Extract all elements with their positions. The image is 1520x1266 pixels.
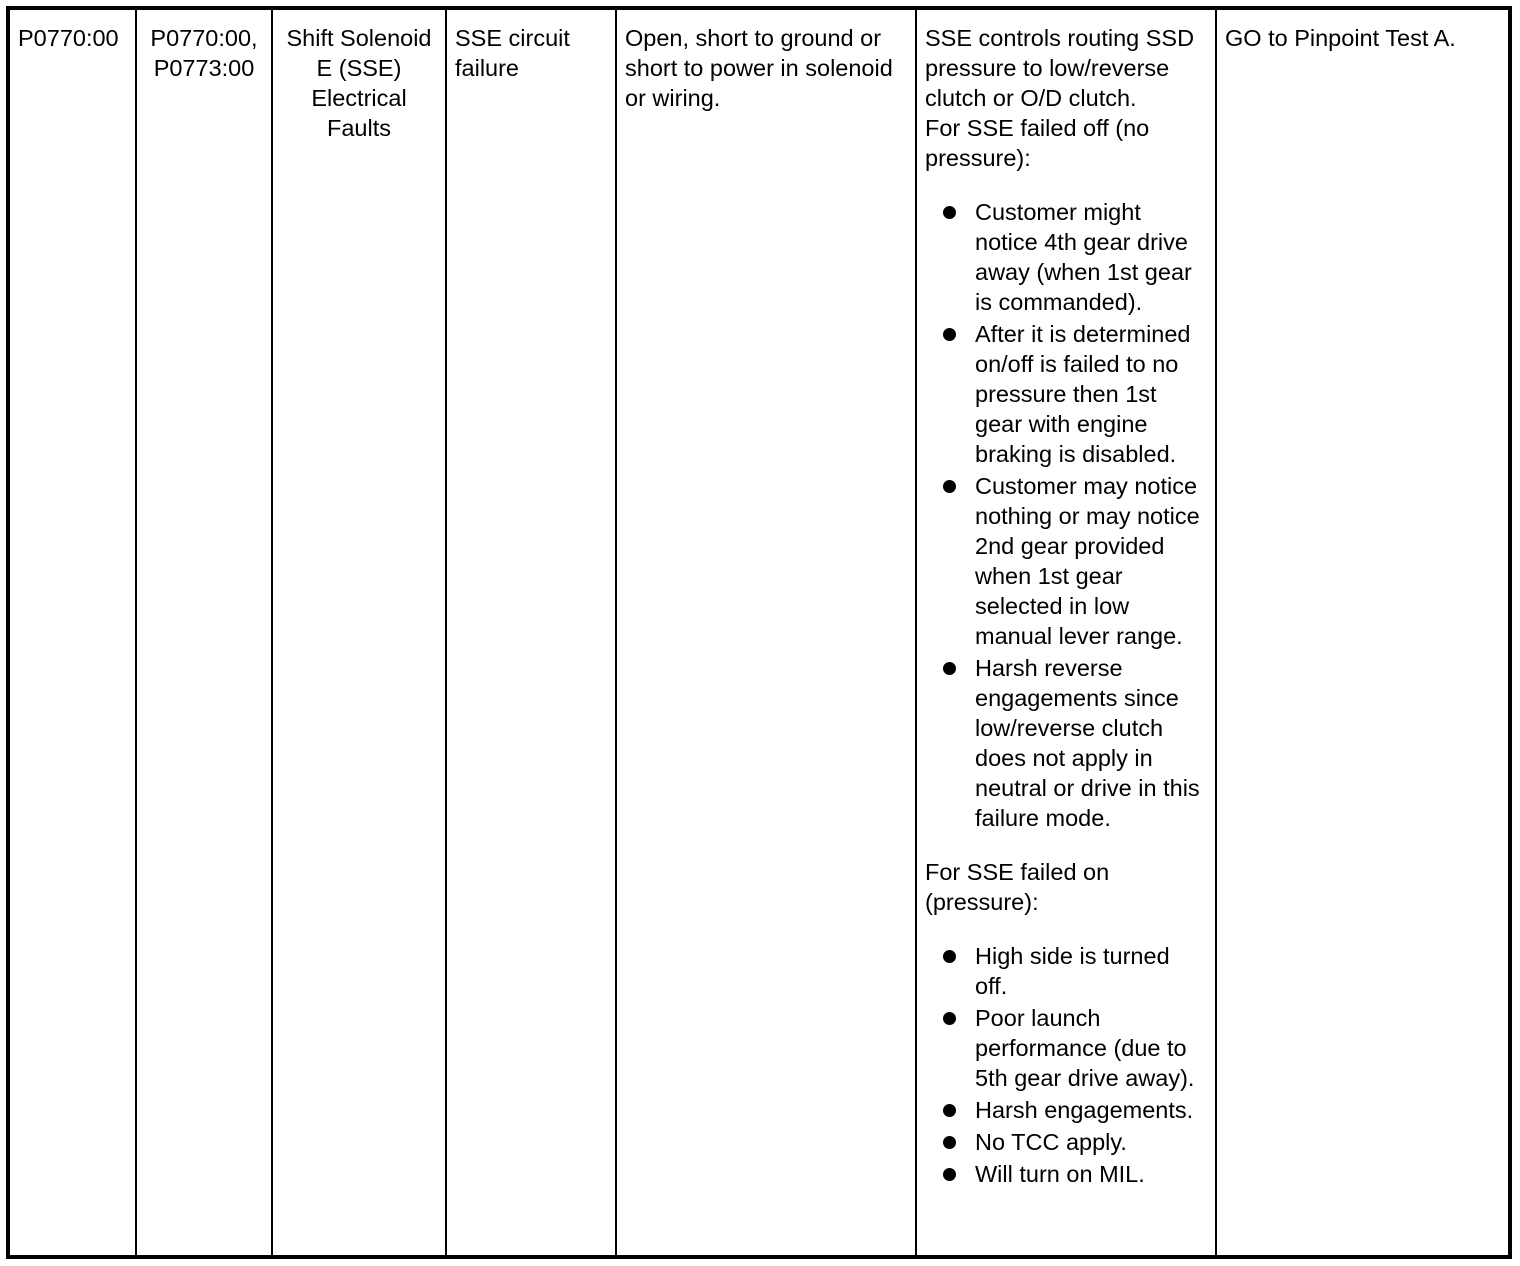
failed-on-heading: For SSE failed on (pressure): — [925, 859, 1110, 915]
failed-off-list — [925, 197, 1207, 833]
list-item: Poor launch performance (due to 5th gear drive away). — [925, 1003, 1207, 1093]
list-item: After it is determined on/off is failed to no pressure then 1st gear with engine braking is disabled. — [925, 319, 1207, 469]
condition-cell: SSE circuit failure — [446, 8, 616, 1257]
bullet-icon — [943, 206, 956, 219]
bullet-icon — [943, 1136, 956, 1149]
bullet-icon — [943, 1104, 956, 1117]
dtc-code-cell: P0770:00 — [8, 8, 136, 1257]
component-cell: Shift Solenoid E (SSE) Electrical Faults — [272, 8, 446, 1257]
possible-causes-cell: Open, short to ground or short to power in solenoid or wiring. — [616, 8, 916, 1257]
failed-on-list — [925, 941, 1207, 1189]
symptoms-cell — [916, 8, 1216, 1257]
bullet-icon — [943, 480, 956, 493]
bullet-icon — [943, 328, 956, 341]
diagnostic-table — [6, 6, 1512, 1259]
related-dtcs-cell: P0770:00, P0773:00 — [136, 8, 272, 1257]
list-item: No TCC apply. — [925, 1127, 1207, 1157]
bullet-icon — [943, 662, 956, 675]
list-item: Customer might notice 4th gear drive away (when 1st gear is commanded). — [925, 197, 1207, 317]
list-item: Will turn on MIL. — [925, 1159, 1207, 1189]
list-item: Customer may notice nothing or may notice 2nd gear provided when 1st gear selected in low manual lever range. — [925, 471, 1207, 651]
bullet-icon — [943, 1168, 956, 1181]
list-item: High side is turned off. — [925, 941, 1207, 1001]
bullet-icon — [943, 1012, 956, 1025]
table-row — [8, 8, 1510, 1257]
symptoms-intro: SSE controls routing SSD pressure to low/reverse clutch or O/D clutch. — [925, 25, 1195, 111]
action-cell: GO to Pinpoint Test A. — [1216, 8, 1510, 1257]
bullet-icon — [943, 950, 956, 963]
list-item: Harsh engagements. — [925, 1095, 1207, 1125]
failed-off-heading: For SSE failed off (no pressure): — [925, 115, 1150, 171]
list-item: Harsh reverse engagements since low/reverse clutch does not apply in neutral or drive in this failure mode. — [925, 653, 1207, 833]
